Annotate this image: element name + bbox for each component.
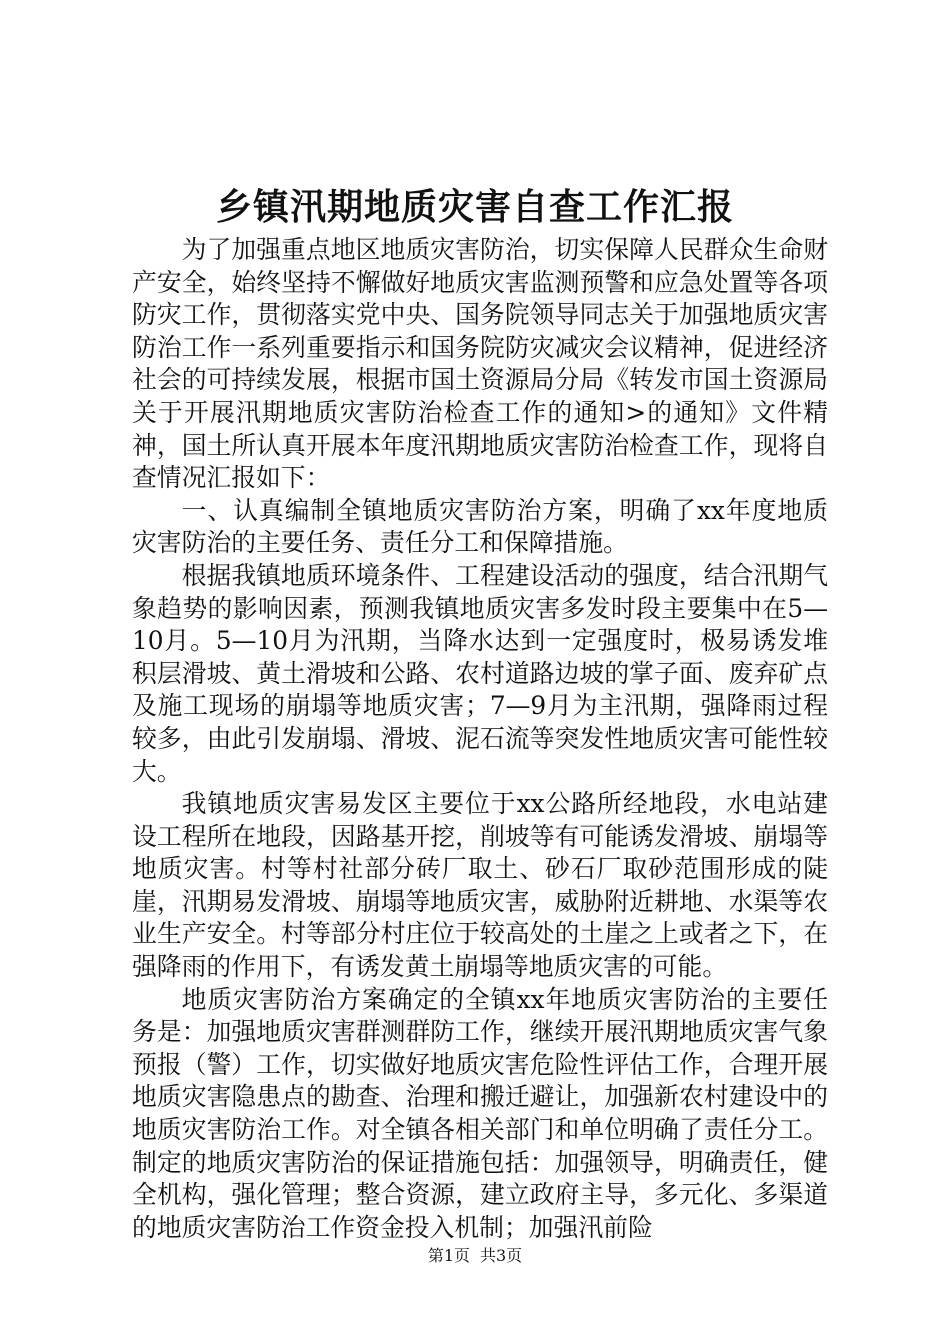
paragraph-hazard-areas: 我镇地质灾害易发区主要位于xx公路所经地段，水电站建设工程所在地段，因路基开挖，削坡等有可能诱发滑坡、崩塌等地质灾害。村等村社部分砖厂取土、砂石厂取砂范围形成的陡崖，汛期易发滑坡、崩塌等地质灾害，威胁附近耕地、水渠等农业生产安全。村等部分村庄位于较高处的土崖之上或者之下，在强降雨的作用下，有诱发黄土崩塌等地质灾害的可能。	[132, 789, 828, 982]
page-total: 共3页	[480, 1246, 523, 1265]
paragraph-main-tasks: 地质灾害防治方案确定的全镇xx年地质灾害防治的主要任务是：加强地质灾害群测群防工作，继续开展汛期地质灾害气象预报（警）工作，切实做好地质灾害危险性评估工作，合理开展地质灾害隐患点的勘查、治理和搬迁避让，加强新农村建设中的地质灾害防治工作。对全镇各相关部门和单位明确了责任分工。制定的地质灾害防治的保证措施包括：加强领导，明确责任，健全机构，强化管理；整合资源，建立政府主导，多元化、多渠道的地质灾害防治工作资金投入机制；加强汛前险	[132, 984, 828, 1242]
page-number: 第1页	[427, 1246, 470, 1265]
document-body	[132, 234, 828, 1244]
page-footer	[0, 1244, 950, 1268]
document-title: 乡镇汛期地质灾害自查工作汇报	[215, 187, 734, 228]
paragraph-intro: 为了加强重点地区地质灾害防治，切实保障人民群众生命财产安全，始终坚持不懈做好地质灾害监测预警和应急处置等各项防灾工作，贯彻落实党中央、国务院领导同志关于加强地质灾害防治工作一系列重要指示和国务院防灾减灾会议精神，促进经济社会的可持续发展，根据市国土资源局分局《转发市国土资源局关于开展汛期地质灾害防治检查工作的通知>的通知》文件精神，国土所认真开展本年度汛期地质灾害防治检查工作，现将自查情况汇报如下：	[132, 235, 828, 493]
paragraph-flood-season: 根据我镇地质环境条件、工程建设活动的强度，结合汛期气象趋势的影响因素，预测我镇地质灾害多发时段主要集中在5—10月。5—10月为汛期，当降水达到一定强度时，极易诱发堆积层滑坡、黄土滑坡和公路、农村道路边坡的掌子面、废弃矿点及施工现场的崩塌等地质灾害；7—9月为主汛期，强降雨过程较多，由此引发崩塌、滑坡、泥石流等突发性地质灾害可能性较大。	[132, 560, 828, 786]
paragraph-section-one: 一、认真编制全镇地质灾害防治方案，明确了xx年度地质灾害防治的主要任务、责任分工和保障措施。	[132, 495, 828, 558]
